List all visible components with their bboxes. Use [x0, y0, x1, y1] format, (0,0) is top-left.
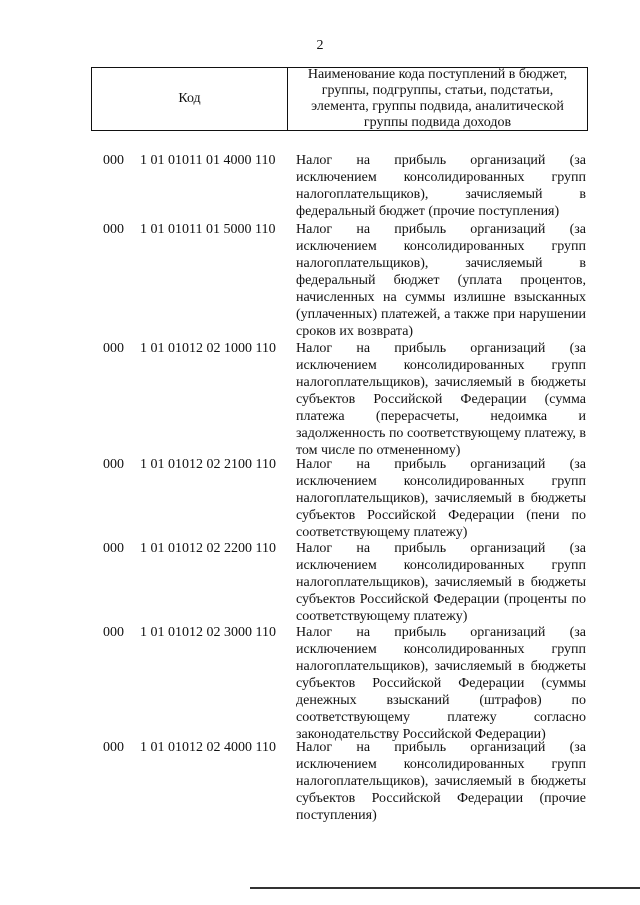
page-number: 2	[316, 38, 324, 53]
admin-code: 000	[103, 222, 124, 237]
admin-code: 000	[103, 341, 124, 356]
header-name-label: Наименование кода поступлений в бюджет, группы, подгруппы, статьи, подстатьи, элемента, группы подвида, аналитической группы подвида доходов	[307, 67, 568, 130]
income-description: Налог на прибыль организаций (за исключением консолидированных групп налогоплательщиков), зачисляемый в федеральный бюджет (уплата процентов, начисленных на суммы излишне взысканных (уплаченных) платежей, а также при нарушении сроков их возврата)	[296, 222, 586, 339]
admin-code: 000	[103, 457, 124, 472]
income-description: Налог на прибыль организаций (за исключением консолидированных групп налогоплательщиков), зачисляемый в бюджеты субъектов Российской Федерации (суммы денежных взысканий (штрафов) по соответствующему платежу согласно законодательству Российской Федерации)	[296, 625, 586, 742]
income-description: Налог на прибыль организаций (за исключением консолидированных групп налогоплательщиков), зачисляемый в федеральный бюджет (прочие поступления)	[296, 153, 586, 219]
admin-code: 000	[103, 153, 124, 168]
scan-edge-line	[250, 887, 640, 889]
table-header	[91, 67, 588, 131]
income-code: 1 01 01011 01 4000 110	[140, 153, 276, 168]
income-description: Налог на прибыль организаций (за исключением консолидированных групп налогоплательщиков), зачисляемый в бюджеты субъектов Российской Федерации (сумма платежа (перерасчеты, недоимка и задолженность по соответствующему платежу, в том числе по отмененному)	[296, 341, 586, 458]
income-description: Налог на прибыль организаций (за исключением консолидированных групп налогоплательщиков), зачисляемый в бюджеты субъектов Российской Федерации (прочие поступления)	[296, 740, 586, 823]
admin-code: 000	[103, 625, 124, 640]
header-code-label: Код	[92, 68, 288, 130]
income-code: 1 01 01012 02 3000 110	[140, 625, 276, 640]
income-code: 1 01 01011 01 5000 110	[140, 222, 276, 237]
income-description: Налог на прибыль организаций (за исключением консолидированных групп налогоплательщиков), зачисляемый в бюджеты субъектов Российской Федерации (пени по соответствующему платежу)	[296, 457, 586, 540]
income-code: 1 01 01012 02 2100 110	[140, 457, 276, 472]
admin-code: 000	[103, 740, 124, 755]
income-description: Налог на прибыль организаций (за исключением консолидированных групп налогоплательщиков), зачисляемый в бюджеты субъектов Российской Федерации (проценты по соответствующему платежу)	[296, 541, 586, 624]
admin-code: 000	[103, 541, 124, 556]
income-code: 1 01 01012 02 4000 110	[140, 740, 276, 755]
income-code: 1 01 01012 02 2200 110	[140, 541, 276, 556]
income-code: 1 01 01012 02 1000 110	[140, 341, 276, 356]
